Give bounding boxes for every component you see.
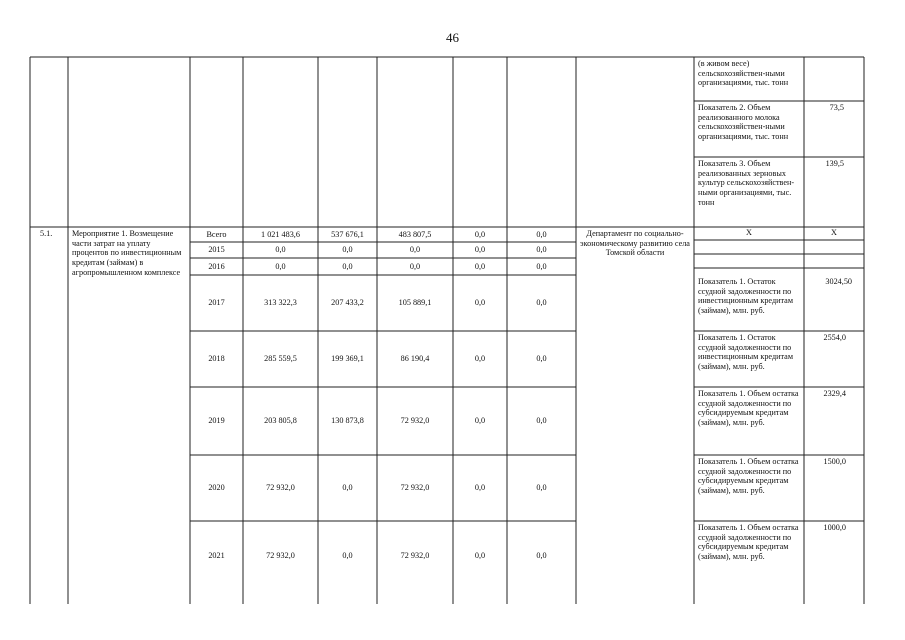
row-total: 203 805,8	[264, 416, 297, 426]
row-value-2: X	[831, 228, 837, 237]
indicator-text: (в живом весе) сельскохозяйствен-ными организациями, тыс. тонн	[698, 59, 789, 88]
row-federal: 199 369,1	[331, 354, 364, 364]
row-year: 2021	[208, 550, 225, 560]
row-local: 0,0	[474, 354, 486, 364]
row-local: 0,0	[474, 416, 486, 426]
row-other: 0,0	[536, 298, 547, 308]
measure-executor: Департамент по социально-экономическому развитию села Томской области	[580, 229, 690, 258]
row-regional: 0,0	[409, 261, 421, 271]
row-local: 0,0	[474, 261, 486, 271]
row-year: 2017	[208, 298, 225, 308]
row-regional: 483 807,5	[398, 229, 432, 239]
row-total: 72 932,0	[266, 483, 295, 493]
row-other: 0,0	[536, 245, 547, 255]
row-local: 0,0	[474, 298, 486, 308]
row-indicator: Показатель 1. Остаток ссудной задолженности по инвестиционным кредитам (займам), млн. руб.	[698, 333, 793, 372]
row-federal: 207 433,2	[331, 298, 364, 308]
indicator-value: 139,5	[825, 159, 844, 168]
row-year: 2019	[208, 416, 225, 426]
row-federal: 0,0	[342, 550, 353, 560]
row-other: 0,0	[536, 354, 547, 364]
row-federal: 0,0	[342, 483, 353, 493]
row-federal: 537 676,1	[331, 229, 364, 239]
row-value-1: 2554,0	[823, 333, 846, 342]
row-other: 0,0	[536, 261, 547, 271]
row-value-1: X	[746, 228, 752, 237]
indicator-text: Показатель 3. Объем реализованных зерновых культур сельскохозяйствен-ными организациями, тыс. тонн	[698, 159, 795, 207]
row-total: 285 559,5	[264, 354, 297, 364]
row-local: 0,0	[474, 245, 486, 255]
row-federal: 130 873,8	[331, 416, 364, 426]
row-value-1: 1500,0	[823, 457, 846, 466]
row-value-1: 1000,0	[823, 523, 846, 532]
measure-number: 5.1.	[40, 229, 53, 238]
row-regional: 86 190,4	[400, 354, 430, 364]
row-other: 0,0	[536, 483, 547, 493]
row-other: 0,0	[536, 550, 547, 560]
row-indicator: Показатель 1. Остаток ссудной задолженности по инвестиционным кредитам (займам), млн. руб.	[698, 277, 793, 316]
indicator-text: Показатель 2. Объем реализованного молока сельскохозяйствен-ными организациями, тыс. тонн	[698, 103, 789, 142]
row-year: 2020	[208, 483, 225, 493]
row-year: 2015	[208, 245, 225, 255]
row-total: 0,0	[275, 245, 286, 255]
row-regional: 72 932,0	[400, 550, 430, 560]
row-total: 313 322,3	[264, 298, 297, 308]
row-federal: 0,0	[342, 245, 353, 255]
row-total: 1 021 483,6	[261, 229, 300, 239]
row-other: 0,0	[536, 416, 547, 426]
row-total: 72 932,0	[266, 550, 295, 560]
row-regional: 105 889,1	[398, 298, 432, 308]
row-federal: 0,0	[342, 261, 353, 271]
row-other: 0,0	[536, 229, 547, 239]
row-regional: 72 932,0	[400, 483, 430, 493]
row-indicator: Показатель 1. Объем остатка ссудной задолженности по субсидируемым кредитам (займам), млн. руб.	[698, 389, 799, 428]
page-number: 46	[446, 30, 459, 45]
measure-title: Мероприятие 1. Возмещение части затрат на уплату процентов по инвестиционным кредитам (займам) в агропромышленном комплексе	[72, 229, 182, 277]
row-indicator: Показатель 1. Объем остатка ссудной задолженности по субсидируемым кредитам (займам), млн. руб.	[698, 523, 799, 562]
row-value-1: 3024,50	[825, 277, 852, 286]
row-total: 0,0	[275, 261, 286, 271]
row-regional: 0,0	[409, 245, 421, 255]
row-local: 0,0	[474, 550, 486, 560]
row-local: 0,0	[474, 483, 486, 493]
indicator-value: 73,5	[829, 103, 844, 112]
row-value-1: 2329,4	[823, 389, 846, 398]
row-indicator: Показатель 1. Объем остатка ссудной задолженности по субсидируемым кредитам (займам), млн. руб.	[698, 457, 799, 496]
row-year: 2016	[208, 261, 225, 271]
row-year: Всего	[206, 229, 227, 239]
row-year: 2018	[208, 354, 225, 364]
row-local: 0,0	[474, 229, 486, 239]
row-regional: 72 932,0	[400, 416, 430, 426]
